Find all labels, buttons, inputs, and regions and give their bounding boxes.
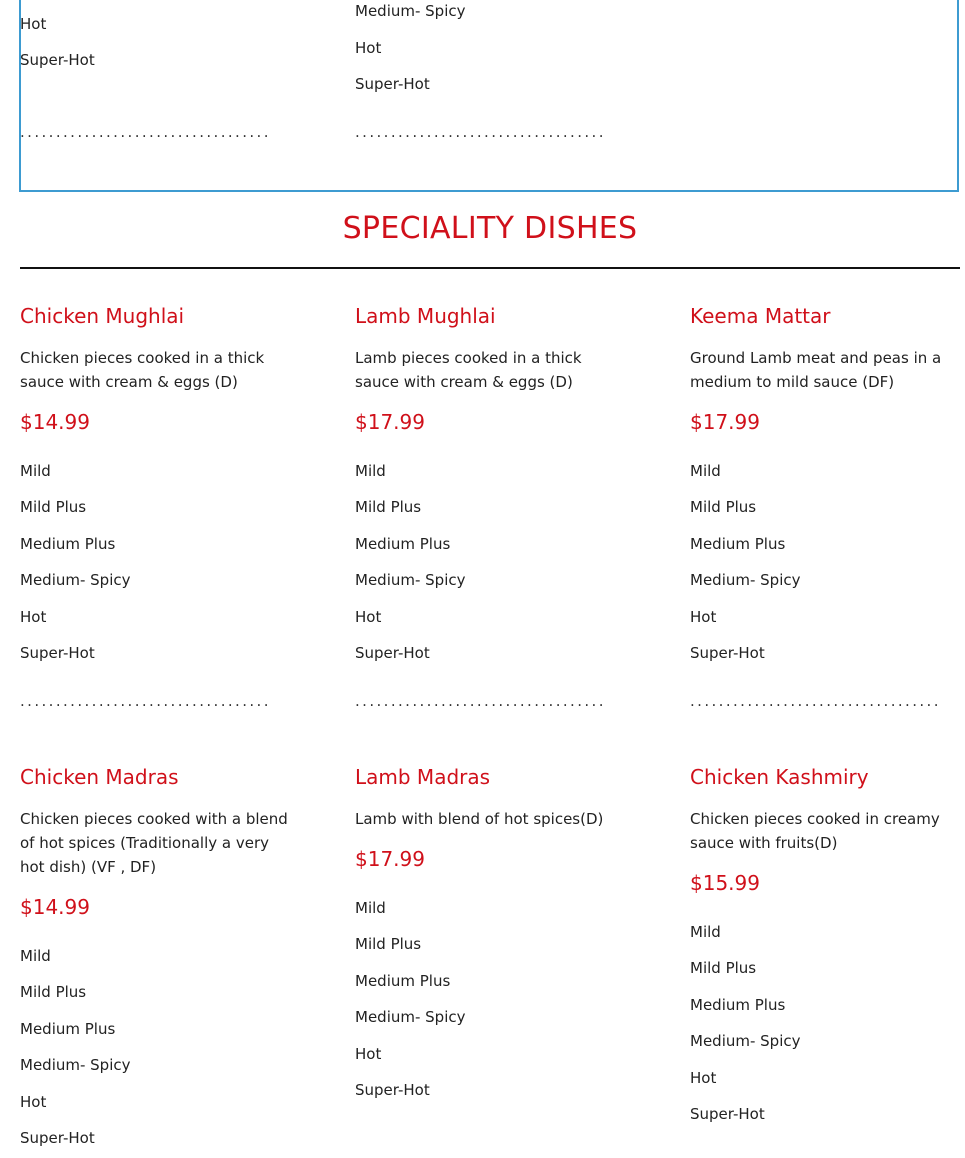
dish-description: Lamb with blend of hot spices(D)	[355, 810, 604, 828]
spice-level-medium-spicy[interactable]: Medium- Spicy	[355, 571, 466, 589]
spice-level-mild[interactable]: Mild	[355, 462, 386, 480]
dish-price: $14.99	[20, 410, 90, 434]
spice-level-option[interactable]: Super-Hot	[355, 75, 430, 93]
spice-level-mild-plus[interactable]: Mild Plus	[355, 935, 422, 953]
dish-description: Chicken pieces cooked in creamy sauce with fruits(D)	[690, 810, 940, 852]
spice-level-medium-plus[interactable]: Medium Plus	[20, 535, 116, 553]
spice-level-medium-spicy[interactable]: Medium- Spicy	[355, 1008, 466, 1026]
dish-name: Keema Mattar	[690, 304, 831, 328]
dish-price: $17.99	[355, 847, 425, 871]
dotted-separator: ...................................	[20, 692, 271, 710]
spice-level-hot[interactable]: Hot	[20, 1093, 47, 1111]
dish-price: $17.99	[355, 410, 425, 434]
spice-level-medium-spicy[interactable]: Medium- Spicy	[690, 1032, 801, 1050]
spice-level-option[interactable]: Medium- Spicy	[355, 2, 466, 20]
dish-price: $17.99	[690, 410, 760, 434]
dish-price: $14.99	[20, 895, 90, 919]
spice-level-medium-plus[interactable]: Medium Plus	[690, 535, 786, 553]
spice-level-medium-spicy[interactable]: Medium- Spicy	[20, 1056, 131, 1074]
dish-description: Chicken pieces cooked with a blend of hot spices (Traditionally a very hot dish) (VF , DF)	[20, 810, 288, 876]
dish-price: $15.99	[690, 871, 760, 895]
spice-level-super-hot[interactable]: Super-Hot	[20, 1129, 95, 1147]
spice-level-option[interactable]: Super-Hot	[20, 51, 95, 69]
spice-level-super-hot[interactable]: Super-Hot	[20, 644, 95, 662]
spice-level-super-hot[interactable]: Super-Hot	[355, 644, 430, 662]
spice-level-option[interactable]: Hot	[355, 39, 382, 57]
dotted-separator: ...................................	[355, 692, 606, 710]
spice-level-medium-plus[interactable]: Medium Plus	[355, 535, 451, 553]
spice-level-mild[interactable]: Mild	[20, 462, 51, 480]
spice-level-super-hot[interactable]: Super-Hot	[690, 1105, 765, 1123]
spice-level-medium-spicy[interactable]: Medium- Spicy	[690, 571, 801, 589]
spice-level-medium-plus[interactable]: Medium Plus	[690, 996, 786, 1014]
spice-level-hot[interactable]: Hot	[355, 1045, 382, 1063]
dish-description: Ground Lamb meat and peas in a medium to mild sauce (DF)	[690, 349, 942, 391]
section-title: SPECIALITY DISHES	[342, 211, 638, 246]
dish-name: Lamb Mughlai	[355, 304, 496, 328]
dish-name: Lamb Madras	[355, 765, 491, 789]
spice-level-mild[interactable]: Mild	[690, 923, 721, 941]
spice-level-option[interactable]: Hot	[20, 15, 47, 33]
dish-description: Lamb pieces cooked in a thick sauce with cream & eggs (D)	[355, 349, 582, 391]
dish-description: Chicken pieces cooked in a thick sauce with cream & eggs (D)	[20, 349, 265, 391]
spice-level-medium-spicy[interactable]: Medium- Spicy	[20, 571, 131, 589]
spice-level-hot[interactable]: Hot	[690, 608, 717, 626]
dish-name: Chicken Mughlai	[20, 304, 185, 328]
spice-level-mild[interactable]: Mild	[355, 899, 386, 917]
spice-level-super-hot[interactable]: Super-Hot	[690, 644, 765, 662]
spice-level-mild-plus[interactable]: Mild Plus	[690, 498, 757, 516]
spice-level-mild-plus[interactable]: Mild Plus	[690, 959, 757, 977]
spice-level-hot[interactable]: Hot	[20, 608, 47, 626]
previous-section-box	[19, 0, 959, 192]
spice-level-medium-plus[interactable]: Medium Plus	[20, 1020, 116, 1038]
dish-name: Chicken Kashmiry	[690, 765, 869, 789]
spice-level-mild-plus[interactable]: Mild Plus	[20, 983, 87, 1001]
spice-level-hot[interactable]: Hot	[355, 608, 382, 626]
spice-level-hot[interactable]: Hot	[690, 1069, 717, 1087]
spice-level-mild[interactable]: Mild	[690, 462, 721, 480]
spice-level-mild-plus[interactable]: Mild Plus	[20, 498, 87, 516]
spice-level-medium-plus[interactable]: Medium Plus	[355, 972, 451, 990]
dotted-separator: ...................................	[355, 123, 606, 141]
spice-level-super-hot[interactable]: Super-Hot	[355, 1081, 430, 1099]
section-divider	[20, 267, 960, 269]
spice-level-mild[interactable]: Mild	[20, 947, 51, 965]
dotted-separator: ...................................	[690, 692, 941, 710]
spice-level-mild-plus[interactable]: Mild Plus	[355, 498, 422, 516]
dish-name: Chicken Madras	[20, 765, 179, 789]
dotted-separator: ...................................	[20, 123, 271, 141]
